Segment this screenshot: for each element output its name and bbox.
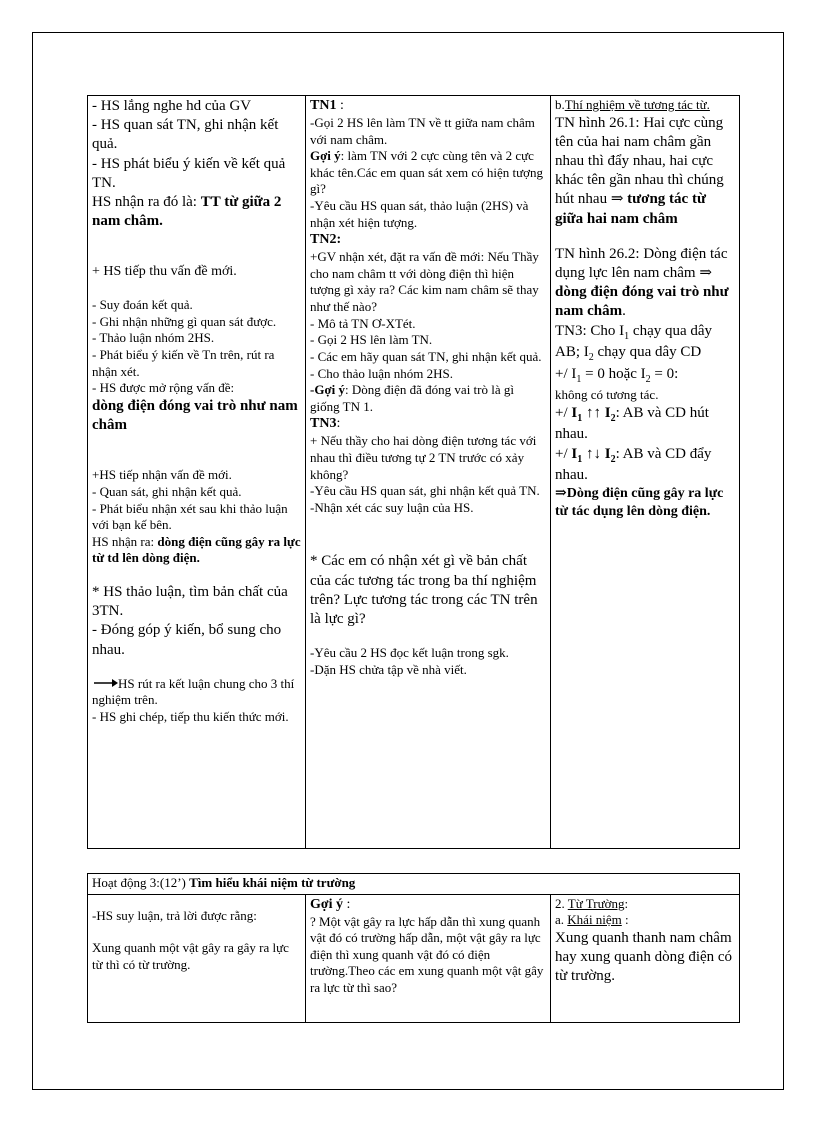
text: * Các em có nhận xét gì về bản chất của các tương tác trong ba thí nghiệm trên? Lực tương tác trong các TN trên là lực gì? bbox=[310, 553, 538, 628]
text: 2 bbox=[610, 453, 616, 465]
text: - HS lắng nghe hd của GV bbox=[92, 98, 252, 114]
text: : bbox=[624, 895, 629, 911]
text: 2 bbox=[610, 412, 616, 424]
text: ? Một vật gây ra lực hấp dẫn thì xung quanh vật đó có trường hấp dẫn, một vật gây ra lực điện thì xung quanh vật đó có điện trường.Theo các em xung quanh một vật gây ra lực từ thì sao? bbox=[310, 913, 544, 996]
text: +/ I bbox=[555, 366, 577, 383]
text: TN1 bbox=[310, 98, 337, 113]
text: -Yêu cầu HS quan sát, thảo luận (2HS) và nhận xét hiện tượng. bbox=[310, 198, 529, 230]
text: - Mô tả TN Ơ-XTét. bbox=[310, 315, 416, 331]
teacher-activity-cell bbox=[306, 96, 551, 849]
text bbox=[310, 896, 546, 914]
text: - Thảo luận nhóm 2HS. bbox=[92, 330, 215, 346]
text: 1 bbox=[577, 453, 583, 465]
text: chạy qua dây AB; I bbox=[555, 322, 713, 361]
text: -Gọi 2 HS lên làm TN về tt giữa nam châm với nam châm. bbox=[310, 114, 535, 147]
text: - HS ghi chép, tiếp thu kiến thức mới. bbox=[92, 709, 289, 725]
text bbox=[92, 193, 301, 231]
text: ⇒Dòng điện cũng gây ra lực từ tác dụng lên dòng điện. bbox=[555, 486, 724, 520]
lesson-table bbox=[87, 95, 740, 849]
student-activity-cell bbox=[88, 96, 306, 849]
text: +HS tiếp nhận vấn đề mới. bbox=[92, 467, 232, 483]
student-activity-cell bbox=[88, 894, 306, 1022]
text: Hoạt động 3:(12’) bbox=[92, 875, 190, 890]
arrow-icon bbox=[92, 676, 118, 693]
text: = 0: bbox=[650, 366, 679, 383]
text: 2 bbox=[645, 374, 651, 386]
text: : AB và CD đẩy nhau. bbox=[555, 445, 712, 484]
text bbox=[555, 912, 735, 929]
text: - Phát biểu nhận xét sau khi thảo luận với bạn kế bên. bbox=[92, 500, 288, 533]
text: Xung quanh thanh nam châm hay xung quanh dòng điện có từ trường. bbox=[555, 929, 733, 985]
text: * HS thảo luận, tìm bản chất của 3TN. bbox=[92, 584, 288, 620]
text: - Đóng góp ý kiến, bổ sung cho nhau. bbox=[92, 622, 282, 658]
text: I bbox=[604, 404, 611, 421]
teacher-activity-cell bbox=[306, 894, 551, 1022]
text bbox=[310, 148, 546, 198]
text: Tìm hiểu khái niệm từ trường bbox=[189, 875, 356, 890]
text: - Cho thảo luận nhóm 2HS. bbox=[310, 365, 453, 381]
text: a. bbox=[555, 912, 568, 928]
text: +GV nhận xét, đặt ra vấn đề mới: Nếu Thầy cho nam châm tt với dòng điện thì hiện tượng gì xảy ra? Các kim nam châm sẽ thay như thế nào? bbox=[310, 249, 539, 315]
text: HS rút ra kết luận chung cho 3 thí nghiệm trên. bbox=[92, 675, 295, 708]
text: : AB và CD hút nhau. bbox=[555, 404, 709, 443]
content-cell bbox=[551, 894, 740, 1022]
text: - Gọi 2 HS lên làm TN. bbox=[310, 332, 433, 348]
text bbox=[555, 896, 735, 913]
text: - HS quan sát TN, ghi nhận kết quả. bbox=[92, 117, 279, 153]
text: I bbox=[571, 404, 578, 421]
text: dòng điện đóng vai trò như nam châm bbox=[555, 284, 729, 320]
text: 2. bbox=[555, 895, 568, 911]
text bbox=[92, 534, 301, 567]
text bbox=[555, 245, 735, 322]
text: : làm TN với 2 cực cùng tên và 2 cực khác tên.Các em quan sát xem có hiện tượng gì? bbox=[310, 148, 544, 197]
text: dòng điện cũng gây ra lực từ td lên dòng điện. bbox=[92, 533, 301, 566]
text: : bbox=[343, 896, 351, 912]
section3-title bbox=[88, 874, 740, 895]
text: tương tác từ giữa hai nam châm bbox=[555, 191, 706, 227]
text: - Phát biểu ý kiến về Tn trên, rút ra nhận xét. bbox=[92, 347, 275, 379]
text: + HS tiếp thu vấn đề mới. bbox=[92, 264, 237, 280]
text bbox=[555, 445, 735, 486]
text: Gợi ý bbox=[310, 896, 344, 912]
text: + Nếu thầy cho hai dòng điện tương tác với nhau thì điều tương tự 2 TN trước có xảy không? bbox=[310, 433, 537, 482]
text: -HS suy luận, trả lời được rằng: bbox=[92, 907, 257, 923]
text: dòng điện đóng vai trò như nam châm bbox=[92, 397, 298, 434]
text: I bbox=[604, 445, 611, 462]
text: - Quan sát, ghi nhận kết quả. bbox=[92, 483, 242, 499]
text: - Suy đoán kết quả. bbox=[92, 297, 193, 313]
text: HS nhận ra: bbox=[92, 533, 158, 549]
text: chạy qua dây CD bbox=[593, 344, 702, 361]
text: ↑↓ bbox=[582, 445, 605, 462]
text: +/ bbox=[555, 404, 572, 421]
text: Gợi ý bbox=[310, 148, 341, 164]
text bbox=[310, 97, 546, 115]
text: ⇒ bbox=[610, 191, 624, 208]
text: TN3 bbox=[310, 416, 337, 432]
text: ↑↑ bbox=[582, 404, 605, 421]
text bbox=[92, 676, 301, 709]
text: Khái niệm bbox=[567, 912, 622, 928]
text bbox=[555, 404, 735, 445]
text: - Ghi nhận những gì quan sát được. bbox=[92, 313, 277, 329]
text: TN3: Cho I bbox=[555, 322, 625, 339]
text: không có tương tác. bbox=[555, 386, 659, 402]
text bbox=[555, 97, 735, 114]
text: b. bbox=[555, 97, 565, 112]
text: -Yêu cầu HS quan sát, ghi nhận kết quả TN. bbox=[310, 483, 540, 499]
text: Từ Trường bbox=[567, 895, 625, 911]
text bbox=[310, 415, 546, 433]
content-cell bbox=[551, 96, 740, 849]
text: : bbox=[621, 912, 629, 928]
text: ⇒ bbox=[699, 264, 712, 281]
text bbox=[310, 382, 546, 415]
text: - Các em hãy quan sát TN, ghi nhận kết quả. bbox=[310, 348, 542, 364]
text: 1 bbox=[624, 330, 630, 342]
text bbox=[555, 322, 735, 366]
text: 1 bbox=[577, 412, 583, 424]
text: I bbox=[571, 445, 578, 462]
text: TT từ giữa 2 nam châm. bbox=[92, 193, 282, 230]
text: - HS phát biểu ý kiến về kết quả TN. bbox=[92, 155, 286, 191]
text: -Yêu cầu 2 HS đọc kết luận trong sgk. bbox=[310, 645, 509, 661]
text: Thí nghiệm về tương tác từ. bbox=[564, 97, 710, 112]
text bbox=[555, 365, 735, 387]
text bbox=[555, 114, 735, 229]
text: TN hình 26.2: Dòng điện tác dụng lực lên nam châm bbox=[555, 245, 728, 281]
section3-table bbox=[87, 873, 740, 1023]
text: 1 bbox=[576, 374, 582, 386]
text: -Dặn HS chửa tập về nhà viết. bbox=[310, 661, 467, 677]
text: TN2: bbox=[310, 232, 342, 248]
text: : bbox=[336, 98, 344, 113]
text: TN hình 26.1: Hai cực cùng tên của hai nam châm gần nhau thì đẩy nhau, hai cực khác tên gần nhau thì chúng hút nhau bbox=[555, 114, 724, 208]
text: Xung quanh một vật gây ra gây ra lực từ thì có từ trường. bbox=[92, 940, 289, 972]
text: : bbox=[336, 416, 341, 432]
text: HS nhận ra đó là: bbox=[92, 193, 201, 210]
text: . bbox=[622, 303, 626, 320]
text: = 0 hoặc I bbox=[581, 366, 646, 383]
text: +/ bbox=[555, 445, 572, 462]
text: - HS được mở rộng vấn đề: bbox=[92, 380, 235, 396]
text: : Dòng điện đã đóng vai trò là gì giống TN 1. bbox=[310, 382, 514, 414]
text: 2 bbox=[588, 352, 594, 364]
text: -Gợi ý bbox=[310, 382, 346, 398]
text: -Nhận xét các suy luận của HS. bbox=[310, 499, 474, 515]
